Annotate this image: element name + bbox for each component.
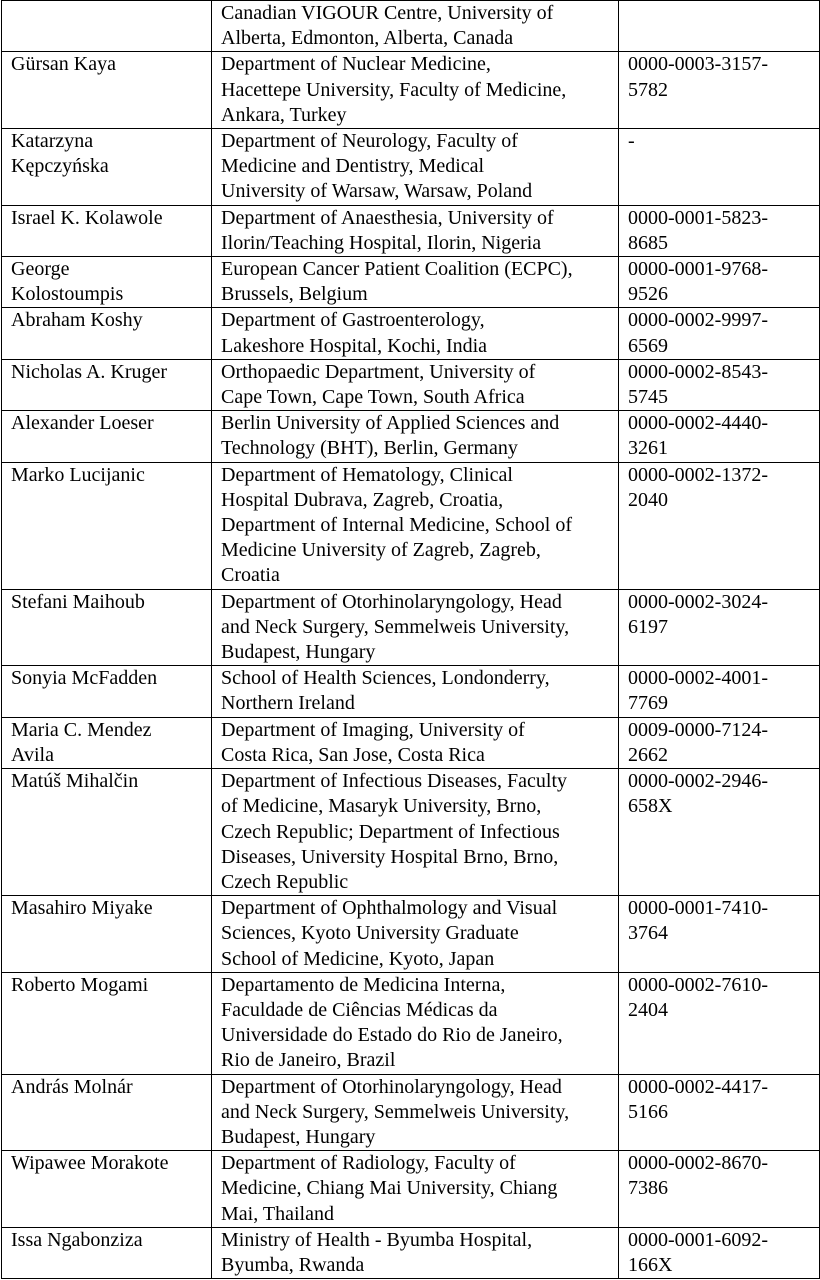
affiliation-cell: [212, 411, 619, 462]
orcid-cell: [619, 52, 820, 129]
table-row: [2, 1074, 820, 1151]
orcid-line: 0000-0002-4417-: [628, 1075, 768, 1098]
orcid-cell: [619, 205, 820, 256]
orcid-cell: [619, 308, 820, 359]
orcid-cell: [619, 1227, 820, 1278]
reviewer-name-cell: [2, 589, 212, 666]
orcid-line: 166X: [628, 1253, 673, 1276]
name-line: Kolostoumpis: [11, 283, 124, 306]
reviewer-name-cell: [2, 1227, 212, 1278]
affiliation-line: Ankara, Turkey: [221, 103, 347, 126]
table-row: [2, 589, 820, 666]
affiliation-line: Alberta, Edmonton, Alberta, Canada: [221, 27, 514, 50]
orcid-line: [628, 1, 815, 26]
affiliation-line: Sciences, Kyoto University Graduate: [221, 922, 519, 945]
affiliation-cell: [212, 1074, 619, 1151]
name-line: [11, 1, 207, 26]
orcid-line: 0000-0002-4440-: [628, 412, 768, 435]
reviewer-name-cell: [2, 205, 212, 256]
orcid-line: 2662: [628, 743, 668, 766]
affiliation-cell: [212, 1227, 619, 1278]
reviewer-name-cell: [2, 129, 212, 206]
affiliation-line: Hacettepe University, Faculty of Medicine,: [221, 78, 567, 101]
orcid-line: 9526: [628, 283, 668, 306]
reviewer-name-cell: [2, 972, 212, 1074]
affiliation-line: Medicine, Chiang Mai University, Chiang: [221, 1177, 558, 1200]
orcid-line: 0000-0001-5823-: [628, 206, 768, 229]
affiliation-line: Croatia: [221, 564, 280, 587]
table-row: [2, 359, 820, 410]
orcid-cell: [619, 1151, 820, 1228]
affiliation-line: Department of Ophthalmology and Visual: [221, 897, 558, 920]
name-line: Alexander Loeser: [11, 412, 154, 435]
table-row: [2, 972, 820, 1074]
reviewer-name-cell: [2, 717, 212, 768]
orcid-line: 0000-0002-8670-: [628, 1152, 768, 1175]
affiliation-cell: [212, 717, 619, 768]
affiliation-line: Berlin University of Applied Sciences and: [221, 412, 560, 435]
table-row: [2, 769, 820, 896]
reviewer-table-body: [2, 1, 820, 1279]
reviewer-name-cell: [2, 1151, 212, 1228]
affiliation-line: Czech Republic; Department of Infectious: [221, 820, 560, 843]
affiliation-line: Canadian VIGOUR Centre, University of: [221, 2, 554, 24]
table-row: [2, 1, 820, 52]
affiliation-line: Department of Internal Medicine, School of: [221, 514, 572, 537]
name-line: Stefani Maihoub: [11, 590, 145, 613]
affiliation-line: Northern Ireland: [221, 692, 355, 715]
affiliation-line: Mai, Thailand: [221, 1202, 334, 1225]
table-row: [2, 52, 820, 129]
orcid-cell: [619, 589, 820, 666]
affiliation-line: European Cancer Patient Coalition (ECPC),: [221, 258, 573, 281]
affiliation-line: Orthopaedic Department, University of: [221, 360, 536, 383]
orcid-line: 0000-0001-6092-: [628, 1228, 768, 1251]
orcid-line: 0000-0002-3024-: [628, 590, 768, 613]
affiliation-line: Department of Hematology, Clinical: [221, 463, 513, 486]
reviewer-name-cell: [2, 666, 212, 717]
orcid-line: 0000-0002-9997-: [628, 309, 768, 332]
orcid-line: 0000-0002-1372-: [628, 463, 768, 486]
reviewer-name-cell: [2, 308, 212, 359]
affiliation-line: Faculdade de Ciências Médicas da: [221, 998, 498, 1021]
affiliation-line: Brussels, Belgium: [221, 283, 368, 306]
orcid-cell: [619, 896, 820, 973]
affiliation-line: School of Medicine, Kyoto, Japan: [221, 947, 495, 970]
orcid-line: 5782: [628, 78, 668, 101]
orcid-line: 3764: [628, 922, 668, 945]
affiliation-line: Lakeshore Hospital, Kochi, India: [221, 334, 488, 357]
name-line: Katarzyna: [11, 130, 94, 153]
name-line: Israel K. Kolawole: [11, 206, 163, 229]
affiliation-line: Budapest, Hungary: [221, 1125, 376, 1148]
orcid-cell: [619, 717, 820, 768]
affiliation-line: Departamento de Medicina Interna,: [221, 973, 506, 996]
affiliation-line: Department of Anaesthesia, University of: [221, 206, 554, 229]
orcid-cell: [619, 257, 820, 308]
name-line: Maria C. Mendez: [11, 718, 152, 741]
orcid-line: 3261: [628, 437, 668, 460]
orcid-line: -: [628, 130, 635, 153]
affiliation-line: University of Warsaw, Warsaw, Poland: [221, 180, 533, 203]
name-line: Marko Lucijanic: [11, 463, 145, 486]
table-row: [2, 308, 820, 359]
orcid-cell: [619, 1, 820, 52]
orcid-cell: [619, 972, 820, 1074]
name-line: András Molnár: [11, 1075, 133, 1098]
affiliation-line: Hospital Dubrava, Zagreb, Croatia,: [221, 488, 504, 511]
affiliation-line: and Neck Surgery, Semmelweis University,: [221, 615, 570, 638]
affiliation-line: Department of Imaging, University of: [221, 718, 525, 741]
affiliation-cell: [212, 52, 619, 129]
orcid-line: 0000-0002-2946-: [628, 770, 768, 793]
affiliation-line: Costa Rica, San Jose, Costa Rica: [221, 743, 485, 766]
orcid-cell: [619, 411, 820, 462]
orcid-line: 2040: [628, 488, 668, 511]
affiliation-cell: [212, 769, 619, 896]
affiliation-cell: [212, 1, 619, 52]
reviewer-name-cell: [2, 359, 212, 410]
affiliation-cell: [212, 205, 619, 256]
table-row: [2, 129, 820, 206]
affiliation-line: Czech Republic: [221, 870, 349, 893]
affiliation-line: Rio de Janeiro, Brazil: [221, 1049, 396, 1072]
name-line: Masahiro Miyake: [11, 897, 153, 920]
table-row: [2, 666, 820, 717]
name-line: Issa Ngabonziza: [11, 1228, 143, 1251]
affiliation-line: Byumba, Rwanda: [221, 1253, 365, 1276]
affiliation-cell: [212, 666, 619, 717]
orcid-cell: [619, 462, 820, 589]
name-line: Roberto Mogami: [11, 973, 149, 996]
orcid-line: 0000-0003-3157-: [628, 53, 768, 76]
table-row: [2, 205, 820, 256]
orcid-line: 0000-0001-9768-: [628, 258, 768, 281]
table-row: [2, 1227, 820, 1278]
affiliation-line: Department of Nuclear Medicine,: [221, 53, 491, 76]
affiliation-cell: [212, 589, 619, 666]
affiliation-cell: [212, 359, 619, 410]
reviewer-name-cell: [2, 1, 212, 52]
affiliation-line: Medicine and Dentistry, Medical: [221, 155, 485, 178]
table-row: [2, 462, 820, 589]
affiliation-cell: [212, 896, 619, 973]
orcid-line: 2404: [628, 998, 668, 1021]
orcid-cell: [619, 666, 820, 717]
reviewer-name-cell: [2, 411, 212, 462]
affiliation-line: School of Health Sciences, Londonderry,: [221, 667, 550, 690]
table-row: [2, 411, 820, 462]
orcid-line: 0000-0001-7410-: [628, 897, 768, 920]
affiliation-line: Department of Neurology, Faculty of: [221, 130, 518, 153]
name-line: Avila: [11, 743, 54, 766]
orcid-line: 8685: [628, 231, 668, 254]
affiliation-cell: [212, 972, 619, 1074]
affiliation-line: Ministry of Health - Byumba Hospital,: [221, 1228, 533, 1251]
reviewer-table: [1, 0, 820, 1279]
name-line: Nicholas A. Kruger: [11, 360, 168, 383]
orcid-line: 5745: [628, 386, 668, 409]
orcid-cell: [619, 359, 820, 410]
name-line: Abraham Koshy: [11, 309, 143, 332]
table-row: [2, 257, 820, 308]
affiliation-line: Department of Gastroenterology,: [221, 309, 485, 332]
affiliation-line: of Medicine, Masaryk University, Brno,: [221, 795, 542, 818]
reviewer-name-cell: [2, 896, 212, 973]
table-row: [2, 896, 820, 973]
affiliation-line: Universidade do Estado do Rio de Janeiro,: [221, 1024, 563, 1047]
table-row: [2, 717, 820, 768]
orcid-line: 0000-0002-4001-: [628, 667, 768, 690]
affiliation-cell: [212, 462, 619, 589]
orcid-cell: [619, 769, 820, 896]
orcid-line: 0000-0002-7610-: [628, 973, 768, 996]
affiliation-line: Cape Town, Cape Town, South Africa: [221, 386, 525, 409]
reviewer-name-cell: [2, 257, 212, 308]
reviewer-name-cell: [2, 1074, 212, 1151]
orcid-line: 7769: [628, 692, 668, 715]
affiliation-line: Department of Otorhinolaryngology, Head: [221, 1075, 562, 1098]
name-line: Kępczyńska: [11, 155, 109, 178]
name-line: Sonyia McFadden: [11, 667, 158, 690]
reviewer-name-cell: [2, 52, 212, 129]
orcid-line: 658X: [628, 795, 673, 818]
affiliation-cell: [212, 129, 619, 206]
name-line: Gürsan Kaya: [11, 53, 116, 76]
affiliation-line: and Neck Surgery, Semmelweis University,: [221, 1100, 570, 1123]
affiliation-cell: [212, 1151, 619, 1228]
orcid-line: 0000-0002-8543-: [628, 360, 768, 383]
affiliation-line: Technology (BHT), Berlin, Germany: [221, 437, 518, 460]
table-row: [2, 1151, 820, 1228]
orcid-cell: [619, 129, 820, 206]
name-line: George: [11, 258, 70, 281]
affiliation-line: Ilorin/Teaching Hospital, Ilorin, Nigeria: [221, 231, 542, 254]
affiliation-line: Department of Otorhinolaryngology, Head: [221, 590, 562, 613]
affiliation-line: Department of Radiology, Faculty of: [221, 1152, 516, 1175]
affiliation-line: Medicine University of Zagreb, Zagreb,: [221, 539, 541, 562]
affiliation-line: Diseases, University Hospital Brno, Brno,: [221, 845, 559, 868]
orcid-line: 5166: [628, 1100, 668, 1123]
affiliation-cell: [212, 257, 619, 308]
orcid-line: 0009-0000-7124-: [628, 718, 768, 741]
orcid-line: 7386: [628, 1177, 668, 1200]
name-line: Matúš Mihalčin: [11, 770, 139, 793]
orcid-line: 6569: [628, 334, 668, 357]
affiliation-cell: [212, 308, 619, 359]
name-line: Wipawee Morakote: [11, 1152, 169, 1175]
orcid-line: 6197: [628, 615, 668, 638]
reviewer-name-cell: [2, 462, 212, 589]
affiliation-line: Department of Infectious Diseases, Faculty: [221, 770, 568, 793]
orcid-cell: [619, 1074, 820, 1151]
reviewer-name-cell: [2, 769, 212, 896]
affiliation-line: Budapest, Hungary: [221, 641, 376, 664]
